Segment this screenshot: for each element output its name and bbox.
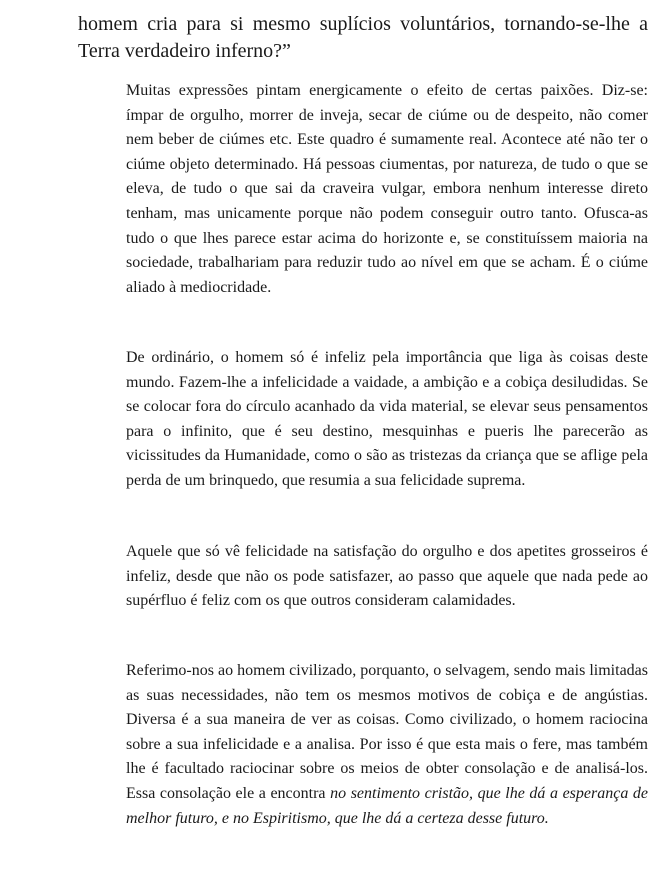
paragraph-civilized-man-text: Referimo-nos ao homem civilizado, porquanto, o selvagem, sendo mais limitadas as suas necessidades, não tem os mesmos motivos de cobiça e de angústias. Diversa é a sua maneira de ver as coisas. Como civilizado, o homem raciocina sobre a sua infelicidade e a analisa. Por isso é que esta mais o fere, mas também lhe é facultado raciocinar sobre os meios de obter consolação e de analisá-los. Essa consolação ele a encontra [126, 662, 648, 802]
paragraph-civilized-man [126, 659, 648, 831]
paragraph-pride: Aquele que só vê felicidade na satisfação do orgulho e dos apetites grosseiros é infeliz, desde que não os pode satisfazer, ao passo que aquele que nada pede ao supérfluo é feliz com os que outros consideram calamidades. [126, 543, 648, 610]
paragraph-unhappiness: De ordinário, o homem só é infeliz pela importância que liga às coisas deste mundo. Fazem-lhe a infelicidade a vaidade, a ambição e a cobiça desiludidas. Se se colocar fora do círculo acanhado da vida material, se elevar seus pensamentos para o infinito, que é seu destino, mesquinhas e pueris lhe parecerão as vicissitudes da Humanidade, como o são as tristezas da criança que se aflige pela perda de um brinquedo, que resumia a sua felicidade suprema. [126, 349, 648, 489]
lead-quote: homem cria para si mesmo suplícios voluntários, tornando-se-lhe a Terra verdadeiro inferno?” [78, 13, 648, 62]
paragraph-civilized-man-italic: no sentimento cristão, que lhe dá a esperança de melhor futuro, e no Espiritismo, que lhe dá a certeza desse futuro. [126, 784, 649, 827]
paragraph-jealousy: Muitas expressões pintam energicamente o efeito de certas paixões. Diz-se: ímpar de orgulho, morrer de inveja, secar de ciúme ou de despeito, não comer nem beber de ciúmes etc. Este quadro é sumamente real. Acontece até não ter o ciúme objeto determinado. Há pessoas ciumentas, por natureza, de tudo o que se eleva, de tudo o que sai da craveira vulgar, embora nenhum interesse direto tenham, mas unicamente porque não podem conseguir outro tanto. Ofusca-as tudo o que lhes parece estar acima do horizonte e, se constituíssem maioria na sociedade, trabalhariam para reduzir tudo ao nível em que se acham. É o ciúme aliado à mediocridade. [126, 82, 648, 296]
